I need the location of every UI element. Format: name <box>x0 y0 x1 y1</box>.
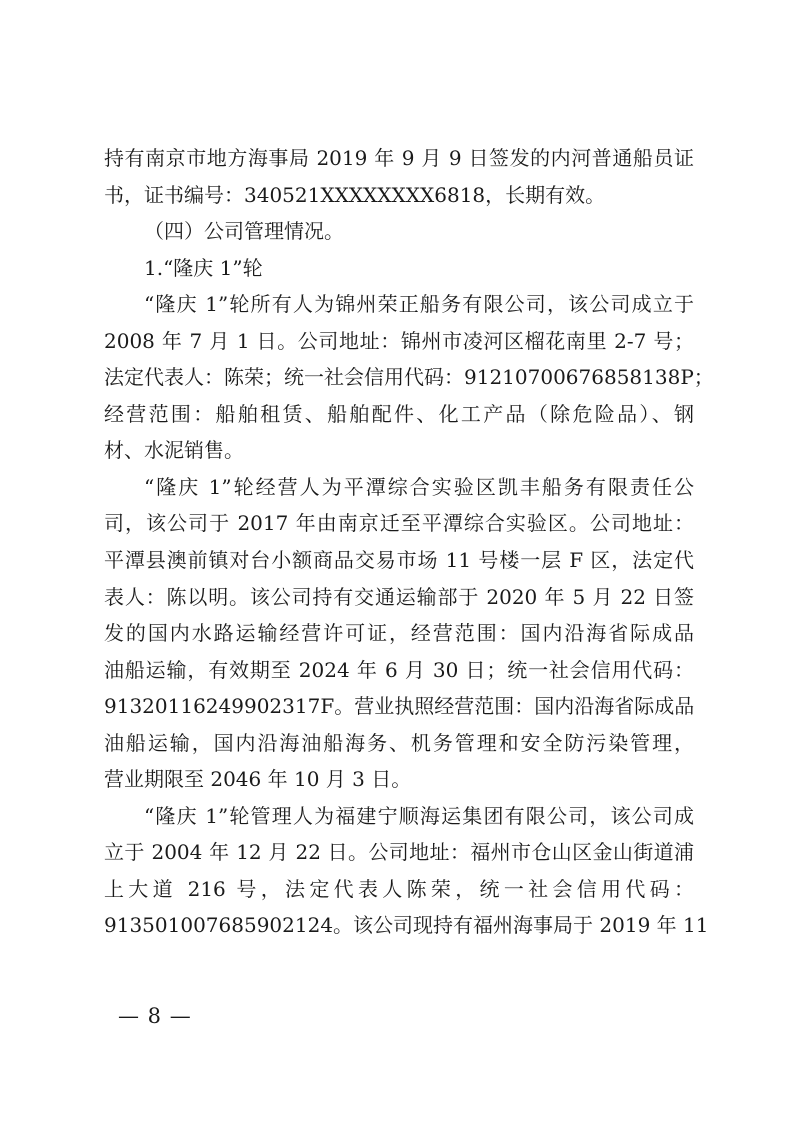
text-line: 营业期限至 2046 年 10 月 3 日。 <box>104 767 412 792</box>
text-line: “隆庆 1”轮经营人为平潭综合实验区凯丰船务有限责任公 <box>144 474 694 499</box>
text-line: 油船运输，国内沿海油船海务、机务管理和安全防污染管理， <box>104 730 694 755</box>
text-line: 平潭县澳前镇对台小额商品交易市场 11 号楼一层 F 区，法定代 <box>104 548 694 573</box>
text-line: “隆庆 1”轮所有人为锦州荣正船务有限公司，该公司成立于 <box>144 292 694 317</box>
text-line: 9132011624990​2317F。营业执照经营范围：国内沿海省际成品 <box>104 694 695 719</box>
text-line: 书，证书编号：340521XXXXXXXX6818，长期有效。 <box>104 182 606 207</box>
text-line: 持有南京市地方海事局 2019 年 9 月 9 日签发的内河普通船员证 <box>104 146 694 170</box>
text-line: 表人：陈以明。该公司持有交通运输部于 2020 年 5 月 22 日签 <box>104 584 694 609</box>
subsection-heading: 1.“隆庆 1”轮 <box>144 255 263 280</box>
text-line: 材、水泥销售。 <box>104 438 244 463</box>
text-line: “隆庆 1”轮管理人为福建宁顺海运集团有限公司，该公司成 <box>144 803 694 828</box>
text-line: 发的国内水路运输经营许可证，经营范围：国内沿海省际成品 <box>104 621 694 646</box>
section-heading: （四）公司管理情况。 <box>144 219 344 244</box>
page-number: — 8 — <box>118 1004 192 1028</box>
text-line: 司，该公司于 2017 年由南京迁至平潭综合实验区。公司地址： <box>104 511 694 536</box>
text-line: 法定代表人：陈荣；统一社会信用代码：91210700676858138P； <box>104 365 714 390</box>
text-line: 2008 年 7 月 1 日。公司地址：锦州市凌河区榴花南里 2-7 号； <box>104 328 694 353</box>
body-text <box>104 140 714 944</box>
text-line: 立于 2004 年 12 月 22 日。公司地址：福州市仓山区金山街道浦 <box>104 840 694 865</box>
text-line: 上大道 216 号，法定代表人陈荣，统一社会信用代码： <box>104 876 694 901</box>
text-line: 913501007685902124。该公司现持有福州海事局于 2019 年 11 <box>104 913 709 938</box>
text-line: 经营范围：船舶租赁、船舶配件、化工产品（除危险品）、钢 <box>104 401 694 426</box>
text-line: 油船运输，有效期至 2024 年 6 月 30 日；统一社会信用代码： <box>104 657 694 682</box>
